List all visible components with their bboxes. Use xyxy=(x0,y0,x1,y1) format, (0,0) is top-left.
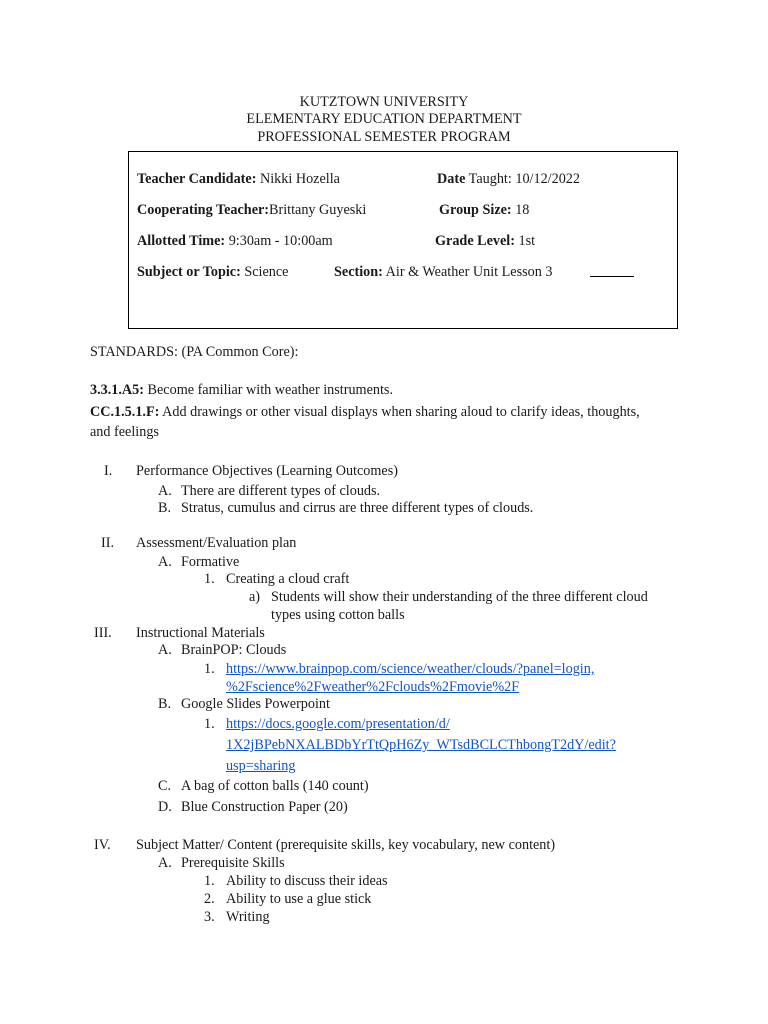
section-iv-number: IV. xyxy=(94,837,111,853)
section-iii-title: Instructional Materials xyxy=(136,625,265,641)
group-size-value: 18 xyxy=(511,202,530,218)
standard-2 xyxy=(90,404,640,422)
teacher-candidate-value: Nikki Hozella xyxy=(256,171,340,187)
google-slides-link-end[interactable]: usp=sharing xyxy=(226,758,296,774)
section-row xyxy=(334,264,552,282)
section-iii-b1-marker: 1. xyxy=(204,716,215,732)
section-iv-a2-marker: 2. xyxy=(204,891,215,907)
allotted-time-value: 9:30am - 10:00am xyxy=(225,233,333,249)
standard-2-code: CC.1.5.1.F: xyxy=(90,404,160,420)
date-row xyxy=(437,171,580,189)
standard-2-text: Add drawings or other visual displays when sharing aloud to clarify ideas, thoughts, xyxy=(159,404,640,420)
subject-value: Science xyxy=(240,264,289,280)
section-value: Air & Weather Unit Lesson 3 xyxy=(382,264,553,280)
section-ii-title: Assessment/Evaluation plan xyxy=(136,535,297,551)
section-iv-title: Subject Matter/ Content (prerequisite skills, key vocabulary, new content) xyxy=(136,837,556,853)
section-label: Section: xyxy=(334,264,383,280)
section-iii-d-marker: D. xyxy=(158,799,172,815)
section-iv-a2-text: Ability to use a glue stick xyxy=(226,891,372,907)
date-label: Date xyxy=(437,171,466,187)
section-iv-a3-text: Writing xyxy=(226,909,270,925)
section-iv-a-marker: A. xyxy=(158,855,172,871)
standard-1-code: 3.3.1.A5: xyxy=(90,382,144,398)
section-iii-number: III. xyxy=(94,625,112,641)
section-ii-a-text: Formative xyxy=(181,554,240,570)
group-size-row xyxy=(439,202,529,220)
section-ii-number: II. xyxy=(101,535,114,551)
group-size-label: Group Size: xyxy=(439,202,512,218)
brainpop-link-continued[interactable]: %2Fscience%2Fweather%2Fclouds%2Fmovie%2F xyxy=(226,679,520,695)
standards-heading: STANDARDS: (PA Common Core): xyxy=(90,344,299,360)
allotted-time-row xyxy=(137,233,333,251)
university-name: KUTZTOWN UNIVERSITY xyxy=(299,94,469,110)
section-iii-a-marker: A. xyxy=(158,642,172,658)
section-iv-a1-marker: 1. xyxy=(204,873,215,889)
section-iii-b-marker: B. xyxy=(158,696,172,712)
section-iii-a1-marker: 1. xyxy=(204,661,215,677)
cooperating-teacher-row xyxy=(137,202,366,220)
section-i-a-marker: A. xyxy=(158,483,172,499)
section-ii-a1-text: Creating a cloud craft xyxy=(226,571,350,587)
grade-level-label: Grade Level: xyxy=(435,233,515,249)
section-iii-b-text: Google Slides Powerpoint xyxy=(181,696,330,712)
grade-level-row xyxy=(435,233,535,251)
teacher-candidate-row xyxy=(137,171,340,189)
section-i-a-text: There are different types of clouds. xyxy=(181,483,381,499)
section-i-b-marker: B. xyxy=(158,500,172,516)
subject-row xyxy=(137,264,288,282)
section-iii-c-marker: C. xyxy=(158,778,172,794)
grade-level-value: 1st xyxy=(514,233,536,249)
cooperating-teacher-label: Cooperating Teacher: xyxy=(137,202,270,218)
standard-2-continued: and feelings xyxy=(90,424,159,440)
cooperating-teacher-value: Brittany Guyeski xyxy=(269,202,367,218)
section-iv-a1-text: Ability to discuss their ideas xyxy=(226,873,388,889)
google-slides-link-continued[interactable]: 1X2jBPebNXALBDbYrTtQpH6Zy_WTsdBCLCThbongT2dY/edit? xyxy=(226,737,616,753)
section-i-number: I. xyxy=(104,463,113,479)
section-blank-line xyxy=(590,264,634,283)
program-name: PROFESSIONAL SEMESTER PROGRAM xyxy=(257,129,511,145)
section-iii-d-text: Blue Construction Paper (20) xyxy=(181,799,348,815)
section-iii-a-text: BrainPOP: Clouds xyxy=(181,642,287,658)
standard-1-text: Become familiar with weather instruments. xyxy=(144,382,393,398)
brainpop-link[interactable]: https://www.brainpop.com/science/weather/clouds/?panel=login, xyxy=(226,661,595,677)
google-slides-link[interactable]: https://docs.google.com/presentation/d/ xyxy=(226,716,450,732)
subject-label: Subject or Topic: xyxy=(137,264,241,280)
standard-1 xyxy=(90,382,393,400)
allotted-time-label: Allotted Time: xyxy=(137,233,226,249)
section-ii-a1a-text: Students will show their understanding of the three different cloud xyxy=(271,589,648,605)
date-value: Taught: 10/12/2022 xyxy=(465,171,580,187)
teacher-candidate-label: Teacher Candidate: xyxy=(137,171,257,187)
department-name: ELEMENTARY EDUCATION DEPARTMENT xyxy=(246,111,522,127)
section-iv-a-text: Prerequisite Skills xyxy=(181,855,285,871)
section-i-title: Performance Objectives (Learning Outcomes) xyxy=(136,463,398,479)
section-iii-c-text: A bag of cotton balls (140 count) xyxy=(181,778,369,794)
section-i-b-text: Stratus, cumulus and cirrus are three different types of clouds. xyxy=(181,500,534,516)
section-ii-a1a-marker: a) xyxy=(249,589,261,605)
section-iv-a3-marker: 3. xyxy=(204,909,215,925)
section-ii-a1-marker: 1. xyxy=(204,571,215,587)
section-ii-a-marker: A. xyxy=(158,554,172,570)
section-ii-a1a-text-continued: types using cotton balls xyxy=(271,607,405,623)
